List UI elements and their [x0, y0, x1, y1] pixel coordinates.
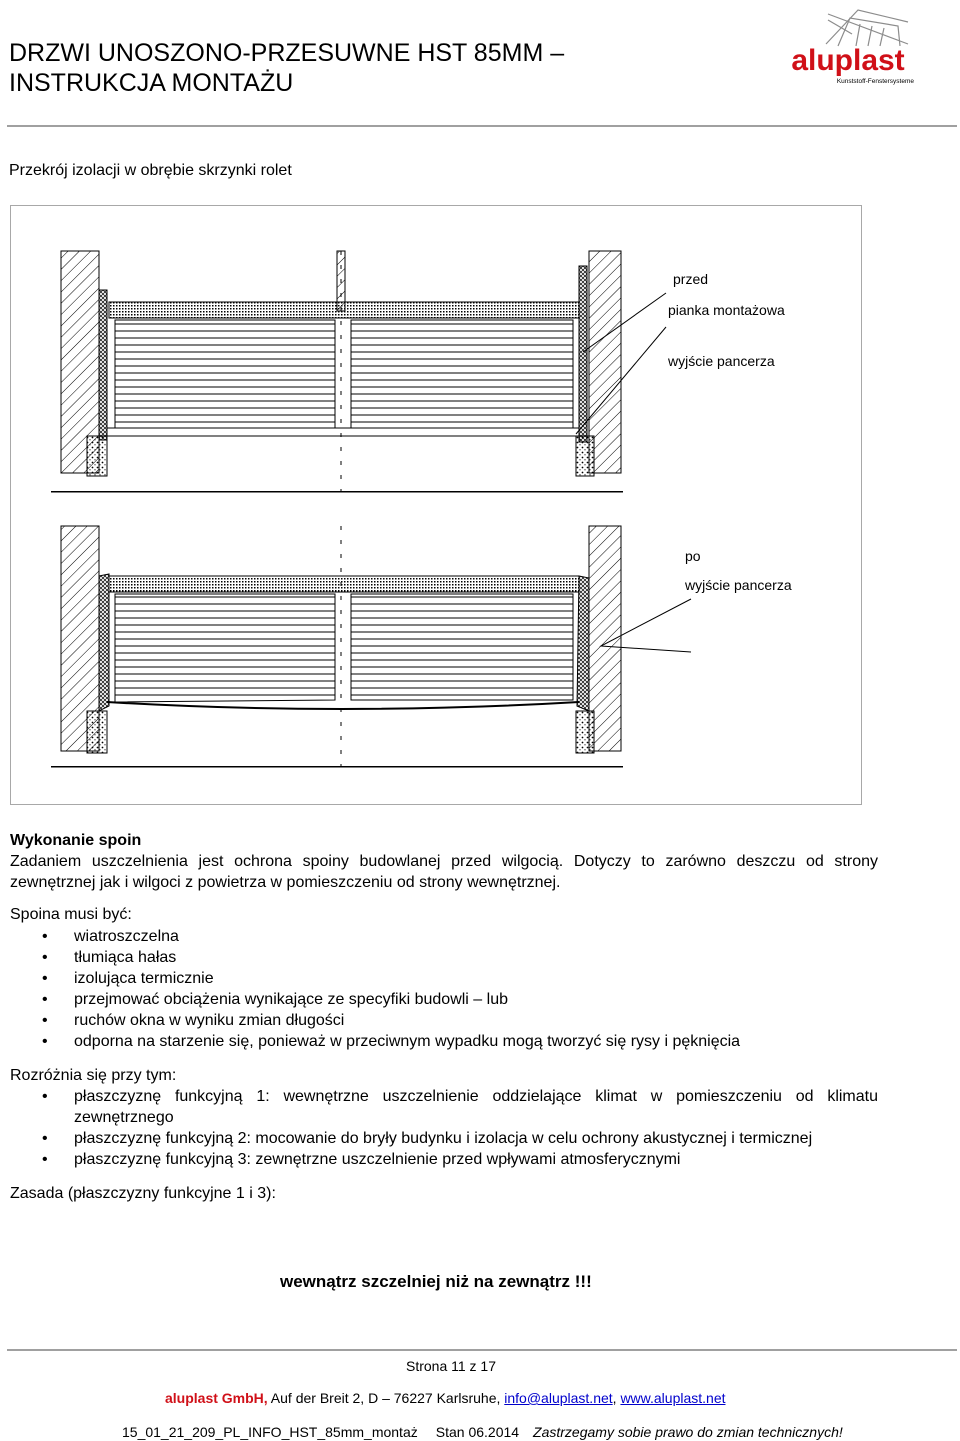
label-shutter-outlet-bottom: wyjście pancerza [685, 577, 792, 593]
rights-note: Zastrzegamy sobie prawo do zmian technicznych! [533, 1424, 843, 1440]
doc-code: 15_01_21_209_PL_INFO_HST_85mm_montaż [122, 1424, 418, 1440]
title-line-2: INSTRUKCJA MONTAŻU [9, 69, 294, 97]
list-item: • ruchów okna w wyniku zmian długości [10, 1010, 878, 1031]
label-after: po [685, 548, 701, 564]
list-item: • wiatroszczelna [10, 926, 878, 947]
website-link[interactable]: www.aluplast.net [620, 1390, 726, 1406]
footer-divider [7, 1349, 957, 1351]
label-before: przed [673, 271, 709, 287]
header-divider [7, 125, 957, 127]
rozroznia-title: Rozróżnia się przy tym: [10, 1067, 177, 1084]
main-content [10, 830, 878, 1204]
rozroznia-list [10, 1086, 878, 1170]
cross-section-drawing [11, 206, 863, 806]
section-caption: Przekrój izolacji w obrębie skrzynki rolet [9, 162, 292, 179]
title-line-1: DRZWI UNOSZONO-PRZESUWNE HST 85MM – [9, 39, 565, 67]
intro-paragraph: Zadaniem uszczelnienia jest ochrona spoiny budowlanej przed wilgocią. Dotyczy to zarówno deszczu od strony zewnętrznej jak i wilgoci z powietrza w pomieszczeniu od strony wewnętrznej. [10, 853, 878, 891]
list-item: • odporna na starzenie się, ponieważ w przeciwnym wypadku mogą tworzyć się rysy i pęknięcia [10, 1031, 878, 1052]
page-number: Strona 11 z 17 [405, 1358, 497, 1374]
principle-emphasis: wewnątrz szczelniej niż na zewnątrz !!! [280, 1272, 592, 1291]
drawing-before [51, 251, 666, 493]
logo-tagline: Kunststoff-Fenstersysteme [836, 78, 914, 85]
logo-wordmark: aluplast [791, 44, 905, 77]
cross-section-figure [10, 205, 862, 805]
section-heading: Wykonanie spoin [10, 832, 142, 849]
spoina-title: Spoina musi być: [10, 906, 132, 923]
drawing-after [51, 526, 691, 768]
list-item: • przejmować obciążenia wynikające ze specyfiki budowli – lub [10, 989, 878, 1010]
list-item: • płaszczyznę funkcyjną 1: wewnętrzne uszczelnienie oddzielające klimat w pomieszczeniu od klimatu zewnętrznego [10, 1086, 878, 1128]
separator: , [612, 1390, 621, 1406]
doc-status: Stan 06.2014 [435, 1424, 520, 1440]
document-info-line [122, 1424, 843, 1440]
company-name: aluplast GmbH, [165, 1390, 268, 1406]
email-link[interactable]: info@aluplast.net [504, 1390, 613, 1406]
spoina-list [10, 926, 878, 1052]
label-foam: pianka montażowa [668, 302, 785, 318]
list-item: • płaszczyznę funkcyjną 2: mocowanie do bryły budynku i izolacja w celu ochrony akustycznej i termicznej [10, 1128, 878, 1149]
company-line [165, 1390, 726, 1406]
zasada-line: Zasada (płaszczyzny funkcyjne 1 i 3): [10, 1185, 276, 1202]
list-item: • płaszczyznę funkcyjną 3: zewnętrzne uszczelnienie przed wpływami atmosferycznymi [10, 1149, 878, 1170]
company-address: Auf der Breit 2, D – 76227 Karlsruhe, [267, 1390, 505, 1406]
label-shutter-outlet-top: wyjście pancerza [668, 353, 775, 369]
list-item: • tłumiąca hałas [10, 947, 878, 968]
aluplast-logo [768, 4, 928, 86]
document-title [9, 38, 564, 98]
list-item: • izolująca termicznie [10, 968, 878, 989]
